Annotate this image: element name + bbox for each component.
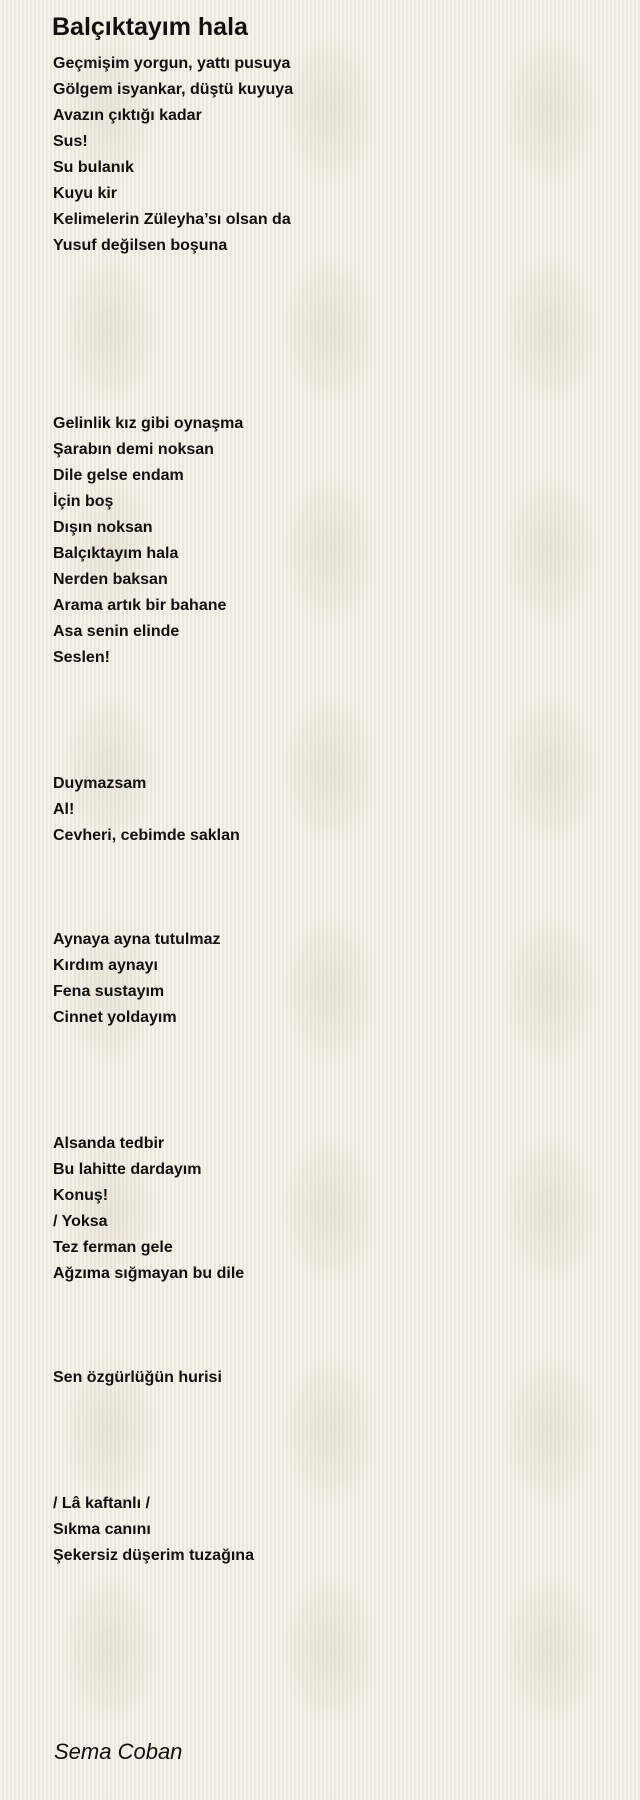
- poem-line: Dışın noksan: [53, 519, 153, 536]
- poem-line: Fena sustayım: [53, 983, 165, 1000]
- poem-line: Sen özgürlüğün hurisi: [53, 1369, 222, 1386]
- poem-line: Gölgem isyankar, düştü kuyuya: [53, 81, 294, 98]
- poem-line: Avazın çıktığı kadar: [53, 107, 202, 124]
- poem-line: İçin boş: [53, 493, 114, 510]
- poem-line: Kelimelerin Züleyha’sı olsan da: [53, 211, 291, 228]
- poem-line: Arama artık bir bahane: [53, 597, 227, 614]
- poem-line: Al!: [53, 801, 75, 818]
- poem-line: Gelinlik kız gibi oynaşma: [53, 415, 244, 432]
- poem-line: Sıkma canını: [53, 1521, 151, 1538]
- poem-line: Duymazsam: [53, 775, 147, 792]
- poem-line: Şarabın demi noksan: [53, 441, 214, 458]
- poem-line: Su bulanık: [53, 159, 134, 176]
- poem-line: Yusuf değilsen boşuna: [53, 237, 228, 254]
- poem-line: Konuş!: [53, 1187, 109, 1204]
- poem-line: Dile gelse endam: [53, 467, 184, 484]
- poem-line: Alsanda tedbir: [53, 1135, 165, 1152]
- poem-line: Seslen!: [53, 649, 110, 666]
- poem-line: Tez ferman gele: [53, 1239, 173, 1256]
- poem-line: / Lâ kaftanlı /: [53, 1495, 150, 1512]
- poem-line: Geçmişim yorgun, yattı pusuya: [53, 55, 291, 72]
- poem-line: Cinnet yoldayım: [53, 1009, 177, 1026]
- poem-line: Aynaya ayna tutulmaz: [53, 931, 221, 948]
- poem-line: Balçıktayım hala: [53, 545, 179, 562]
- poem-line: Bu lahitte dardayım: [53, 1161, 202, 1178]
- poem-line: Ağzıma sığmayan bu dile: [53, 1265, 245, 1282]
- poem-author: Sema Coban: [54, 1739, 183, 1764]
- poem-line: Asa senin elinde: [53, 623, 180, 640]
- poem-line: Kırdım aynayı: [53, 957, 158, 974]
- poem-line: Sus!: [53, 133, 88, 150]
- poem-line: Kuyu kir: [53, 185, 118, 202]
- poem-line: Nerden baksan: [53, 571, 168, 588]
- poem-title: Balçıktayım hala: [52, 13, 248, 41]
- poem-line: Cevheri, cebimde saklan: [53, 827, 240, 844]
- poem-line: / Yoksa: [53, 1213, 108, 1230]
- poem-line: Şekersiz düşerim tuzağına: [53, 1547, 254, 1564]
